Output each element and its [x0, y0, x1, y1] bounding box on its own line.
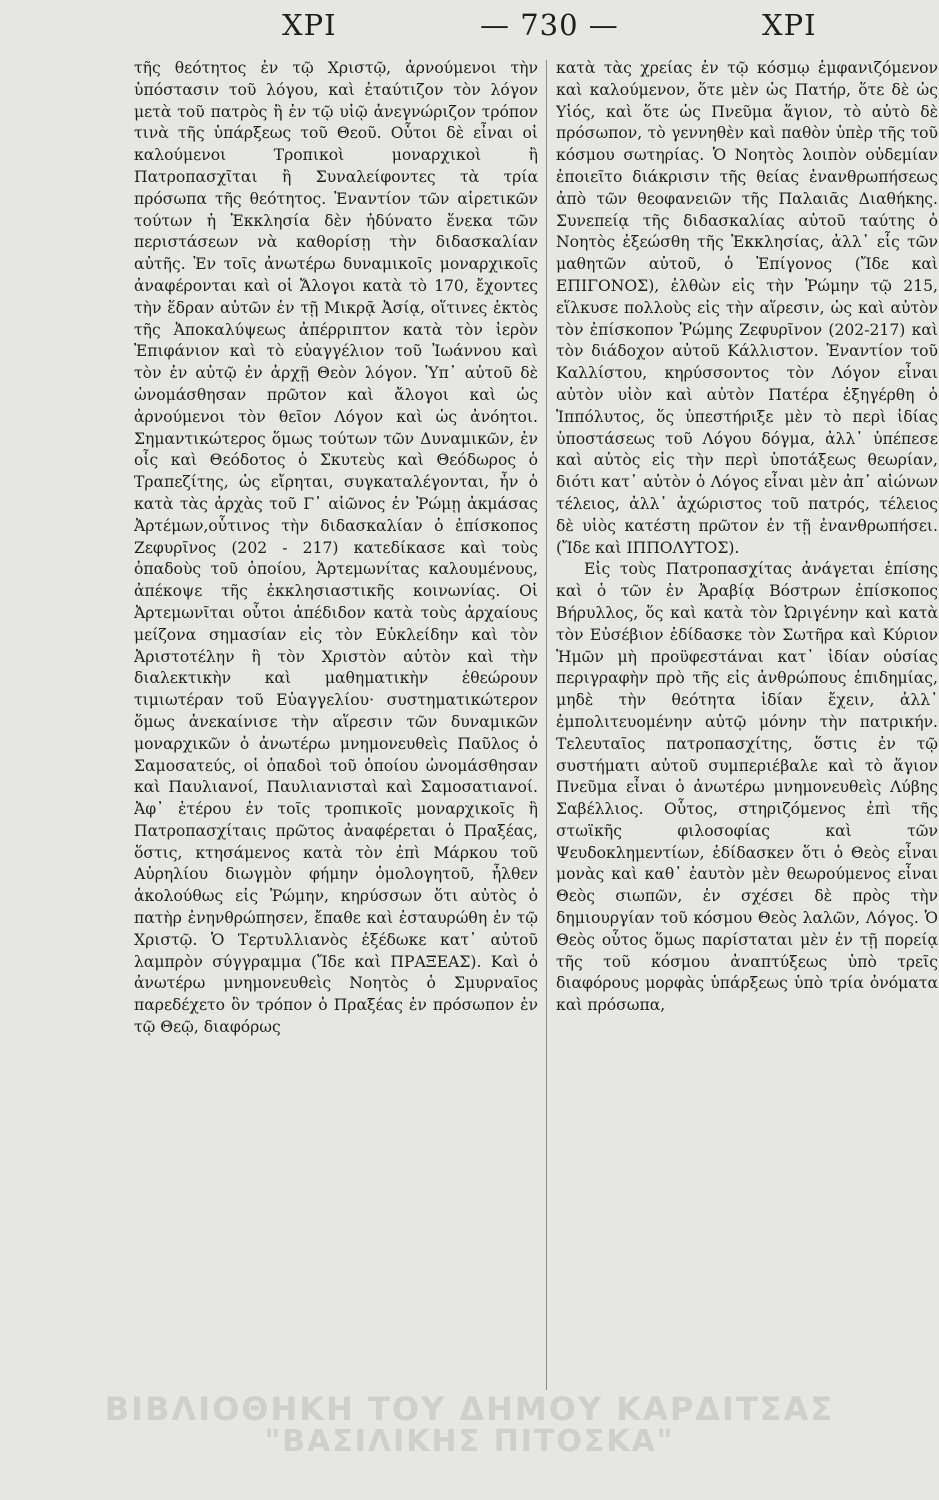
page-header	[0, 8, 939, 48]
running-head-left: ΧΡΙ	[282, 8, 337, 42]
paragraph: τῆς θεότητος ἐν τῷ Χριστῷ, ἀρνούμενοι τὴν ὑπόστασιν τοῦ λόγου, καὶ ἐταύτιζον τὸν λόγον μετὰ τοῦ πατρὸς ἢ ἐν τῷ υἱῷ ἀνεγνώριζον τρόπον τινὰ τῆς ὑπάρξεως τοῦ Θεοῦ. Οὗτοι δὲ εἶναι οἱ καλούμενοι Τροπικοὶ μοναρχικοὶ ἢ Πατροπασχῖται ἢ Συναλείφοντες τὰ τρία πρόσωπα τῆς θεότητος. Ἐναντίον τῶν αἱρετικῶν τούτων ἡ Ἐκκλησία δὲν ἠδύνατο ἕνεκα τῶν περιστάσεων νὰ καθορίσῃ τὴν διδασκαλίαν αὐτῆς. Ἐν τοῖς ἀνωτέρω δυναμικοῖς μοναρχικοῖς ἀναφέρονται καὶ οἱ Ἄλογοι κατὰ τὸ 170, ἔχοντες τὴν ἕδραν αὐτῶν ἐν τῇ Μικρᾷ Ἀσίᾳ, οἵτινες ἐκτὸς τῆς Ἀποκαλύψεως ἀπέρριπτον κατὰ τὸν ἱερὸν Ἐπιφάνιον καὶ τὸ εὐαγγέλιον τοῦ Ἰωάννου καὶ τὸν ἐν αὐτῷ ἐν ἀρχῇ Θεὸν λόγον. Ὑπ᾽ αὐτοῦ δὲ ὠνομάσθησαν πρῶτον καὶ ἄλογοι καὶ ὡς ἀρνούμενοι τὸν θεῖον Λόγον καὶ ὡς ἀνόητοι. Σημαντικώτερος ὅμως τούτων τῶν Δυναμικῶν, ἐν οἷς καὶ Θεόδοτος ὁ Σκυτεὺς καὶ Θεόδωρος ὁ Τραπεζίτης, ὡς εἴρηται, συγκαταλέγονται, ἦν ὁ κατὰ τὰς ἀρχὰς τοῦ Γ᾽ αἰῶνος ἐν Ῥώμῃ ἀκμάσας Ἀρτέμων,οὗτινος τὴν διδασκαλίαν ὁ ἐπίσκοπος Ζεφυρῖνος (202 - 217) κατεδίκασε καὶ τοὺς ὀπαδοὺς τοῦ ὁποίου, Ἀρτεμωνίτας καλουμένους, ἀπέκοψε τῆς ἐκκλησιαστικῆς κοινωνίας. Οἱ Ἀρτεμωνῖται οὗτοι ἀπέδιδον κατὰ τοὺς ἀρχαίους μείζονα σημασίαν εἰς τὸν Εὐκλείδην καὶ τὸν Ἀριστοτέλην ἢ τὸν Χριστὸν αὐτὸν καὶ τὴν διαλεκτικὴν καὶ μαθηματικὴν ἐθεώρουν τιμιωτέραν τοῦ Εὐαγγελίου· συστηματικώτερον ὅμως ἀνεκαίνισε τὴν αἵρεσιν τῶν δυναμικῶν μοναρχικῶν ὁ ἀνωτέρω μνημονευθεὶς Παῦλος ὁ Σαμοσατεύς, οἱ ὀπαδοὶ τοῦ ὁποίου ὠνομάσθησαν καὶ Παυλιανοί, Παυλιανισταὶ καὶ Σαμοσατιανοί. Ἀφ᾽ ἑτέρου ἐν τοῖς τροπικοῖς μοναρχικοῖς ἢ Πατροπασχίταις πρῶτος ἀναφέρεται ὁ Πραξέας, ὅστις, κτησάμενος κατὰ τὸν ἐπὶ Μάρκου τοῦ Αὐρηλίου διωγμὸν φήμην ὁμολογητοῦ, ἦλθεν ἀκολούθως εἰς Ῥώμην, κηρύσσων ὅτι αὐτὸς ὁ πατὴρ ἐνηνθρώπησεν, ἔπαθε καὶ ἐσταυρώθη ἐν τῷ Χριστῷ. Ὁ Τερτυλλιανὸς ἐξέδωκε κατ᾽ αὐτοῦ λαμπρὸν σύγγραμμα (Ἴδε καὶ ΠΡΑΞΕΑΣ). Καὶ ὁ ἀνωτέρω μνημονευθεὶς Νοητὸς ὁ Σμυρναῖος παρεδέχετο ὃν τρόπον ὁ Πραξέας ἐν πρόσωπον ἐν τῷ Θεῷ, διαφόρως	[134, 59, 538, 1037]
left-column	[134, 58, 538, 1039]
watermark-line-1: ΒΙΒΛΙΟΘΗΚΗ ΤΟΥ ΔΗΜΟΥ ΚΑΡΔΙΤΣΑΣ	[104, 1390, 835, 1428]
page-number: — 730 —	[480, 8, 619, 42]
column-divider	[546, 60, 547, 1390]
right-column	[556, 58, 938, 1017]
paragraph: Εἰς τοὺς Πατροπασχίτας ἀνάγεται ἐπίσης καὶ ὁ τῶν ἐν Ἀραβίᾳ Βόστρων ἐπίσκοπος Βήρυλλος, ὅς καὶ κατὰ τὸν Ὠριγένην καὶ κατὰ τὸν Εὐσέβιον ἐδίδασκε τὸν Σωτῆρα καὶ Κύριον Ἡμῶν μὴ προϋφεστάναι κατ᾽ ἰδίαν οὐσίας περιγραφὴν πρὸ τῆς εἰς ἀνθρώπους ἐπιδημίας, μηδὲ τὴν θεότητα ἰδίαν ἔχειν, ἀλλ᾽ ἐμπολιτευομένην αὐτῷ μόνην τὴν πατρικήν. Τελευταῖος πατροπασχίτης, ὅστις ἐν τῷ συστήματι αὐτοῦ συμπεριέβαλε καὶ τὸ ἅγιον Πνεῦμα εἶναι ὁ ἀνωτέρω μνημονευθεὶς Λύβης Σαβέλλιος. Οὗτος, στηριζόμενος ἐπὶ τῆς στωϊκῆς φιλοσοφίας καὶ τῶν Ψευδοκλημεντίων, ἐδίδασκεν ὅτι ὁ Θεὸς εἶναι μονὰς καὶ καθ᾽ ἑαυτὸν μὲν θεωρούμενος εἶναι Θεὸς σιωπῶν, ἐν σχέσει δὲ πρὸς τὴν δημιουργίαν τοῦ κόσμου Θεὸς λαλῶν, Λόγος. Ὁ Θεὸς οὗτος ὅμως παρίσταται μὲν ἐν τῇ πορείᾳ τῆς τοῦ κόσμου ἀναπτύξεως ὑπὸ τρεῖς διαφόρους μορφὰς ὑπάρξεως ὑπὸ τρία ὀνόματα καὶ πρόσωπα,	[556, 560, 938, 1015]
running-head-right: ΧΡΙ	[762, 8, 817, 42]
paragraph: κατὰ τὰς χρείας ἐν τῷ κόσμῳ ἐμφανιζόμενον καὶ καλούμενον, ὅτε μὲν ὡς Πατήρ, ὅτε δὲ ὡς Υἱός, καὶ ὅτε ὡς Πνεῦμα ἅγιον, τὸ αὐτὸ δὲ πρόσωπον, τὸ γεννηθὲν καὶ παθὸν ὑπὲρ τῆς τοῦ κόσμου σωτηρίας. Ὁ Νοητὸς λοιπὸν οὐδεμίαν ἐποιεῖτο διάκρισιν τῆς θείας ἐνανθρωπήσεως ἀπὸ τῶν θεοφανειῶν τῆς Παλαιᾶς Διαθήκης. Συνεπείᾳ τῆς διδασκαλίας αὐτοῦ ταύτης ὁ Νοητὸς ἐξεώσθη τῆς Ἐκκλησίας, ἀλλ᾽ εἷς τῶν μαθητῶν αὐτοῦ, ὁ Ἐπίγονος (Ἴδε καὶ ΕΠΙΓΟΝΟΣ), ἐλθὼν εἰς τὴν Ῥώμην τῷ 215, εἵλκυσε πολλοὺς εἰς τὴν αἵρεσιν, ὡς καὶ αὐτὸν τὸν ἐπίσκοπον Ῥώμης Ζεφυρῖνον (202-217) καὶ τὸν διάδοχον αὐτοῦ Κάλλιστον. Ἐναντίον τοῦ Καλλίστου, κηρύσσοντος τὸν Λόγον εἶναι αὐτὸν υἱὸν καὶ αὐτὸν Πατέρα ἐξηγέρθη ὁ Ἱππόλυτος, ὅς ὑπεστήριξε μὲν τὸ περὶ ἰδίας ὑποστάσεως τοῦ Λόγου δόγμα, ἀλλ᾽ ὑπέπεσε καὶ αὐτὸς εἰς τὴν περὶ ὑποτάξεως θεωρίαν, διότι κατ᾽ αὐτὸν ὁ Λόγος εἶναι μὲν ἀπ᾽ αἰώνων τέλειος, ἀλλ᾽ ἀχώριστος τοῦ πατρός, τέλειος δὲ υἱὸς κατέστη πρῶτον ἐν τῇ ἐνανθρωπήσει. (Ἴδε καὶ ΙΠΠΟΛΥΤΟΣ).	[556, 59, 938, 557]
watermark-line-2: "ΒΑΣΙΛΙΚΗΣ ΠΙΤΟΣΚΑ"	[264, 1424, 675, 1459]
